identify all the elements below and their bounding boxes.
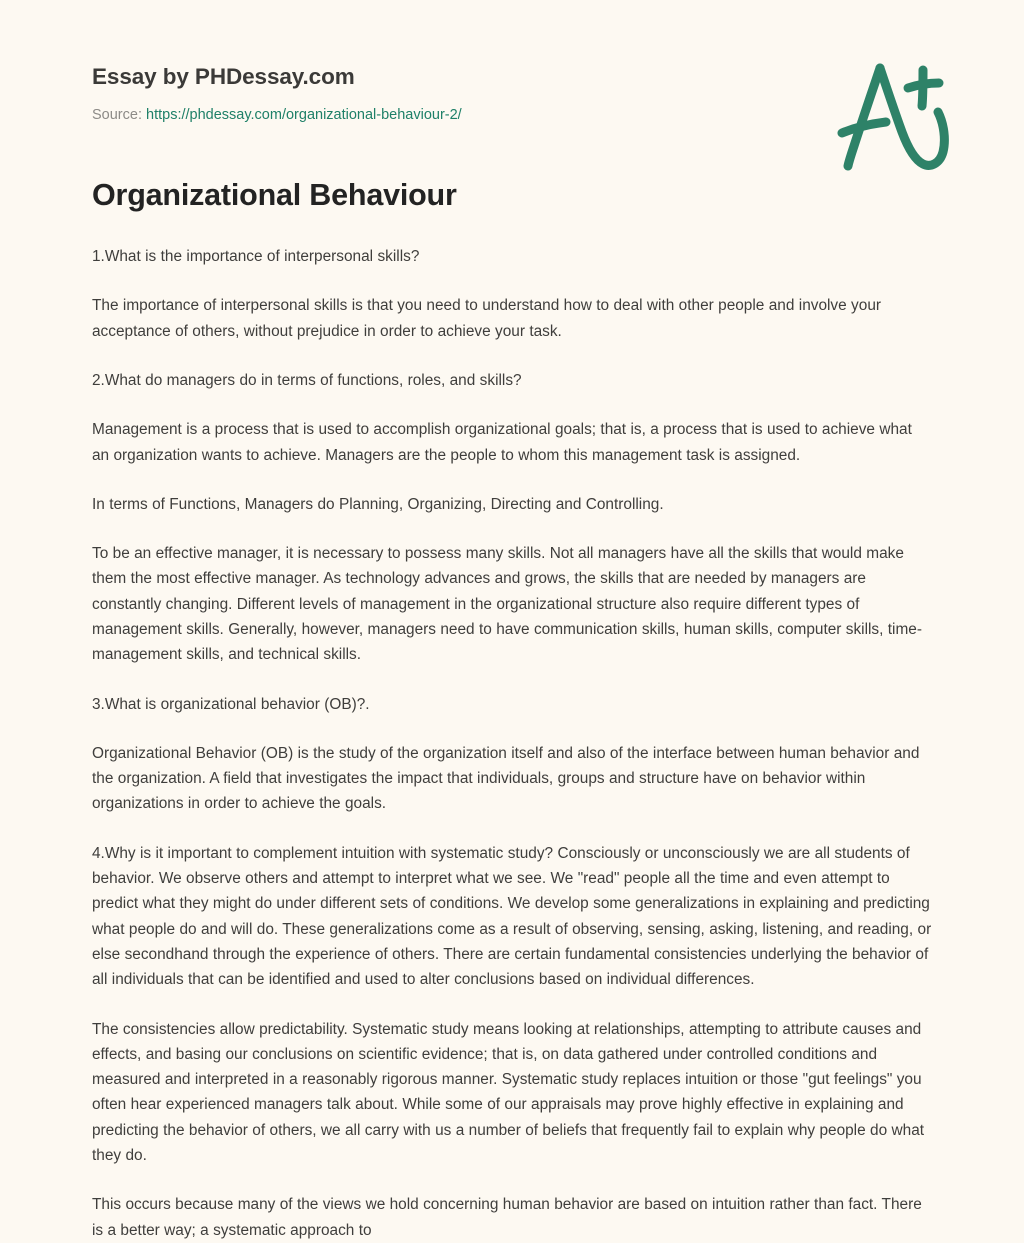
paragraph: To be an effective manager, it is necessary to possess many skills. Not all managers have all the skills that would make them the most effective manager. As technology advances and grows, the skills that are needed by managers are constantly changing. Different levels of management in the organizational structure also require different types of management skills. Generally, however, managers need to have communication skills, human skills, computer skills, time-management skills, and technical skills.	[92, 545, 922, 664]
paragraph: 3.What is organizational behavior (OB)?.	[92, 695, 370, 713]
article-body	[0, 177, 1024, 1243]
paragraph: Organizational Behavior (OB) is the study of the organization itself and also of the interface between human behavior and the organization. A field that investigates the impact that individuals, groups and structure have on behavior within organizations in order to achieve the goals.	[92, 744, 920, 813]
source-label: Source:	[92, 107, 142, 124]
source-url-link[interactable]: https://phdessay.com/organizational-behaviour-2/	[146, 107, 462, 124]
document-header	[0, 0, 1024, 125]
paragraph: 4.Why is it important to complement intuition with systematic study? Consciously or unconsciously we are all students of behavior. We observe others and attempt to interpret what we see. We "read" people all the time and even attempt to predict what they might do under different sets of conditions. We develop some generalizations in explaining and predicting what people do and will do. These generalizations come as a result of observing, sensing, asking, listening, and reading, or else secondhand through the experience of others. There are certain fundamental consistencies underlying the behavior of all individuals that can be identified and used to alter conclusions based on individual differences.	[92, 844, 932, 989]
paragraph: Management is a process that is used to accomplish organizational goals; that is, a process that is used to achieve what an organization wants to achieve. Managers are the people to whom this management task is assigned.	[92, 421, 912, 464]
page-title: Organizational Behaviour	[92, 178, 457, 213]
source-line	[92, 105, 932, 125]
paragraph: The consistencies allow predictability. Systematic study means looking at relationships, attempting to attribute causes and effects, and basing our conclusions on scientific evidence; that is, on data gathered under controlled conditions and measured and interpreted in a reasonably rigorous manner. Systematic study replaces intuition or those "gut feelings" you often hear experienced managers talk about. While some of our appraisals may prove highly effective in explaining and predicting the behavior of others, we all carry with us a number of beliefs that frequently fail to explain why people do what they do.	[92, 1020, 925, 1165]
brand-title: Essay by PHDessay.com	[92, 64, 355, 89]
paragraph: In terms of Functions, Managers do Planning, Organizing, Directing and Controlling.	[92, 495, 664, 513]
paragraph: 1.What is the importance of interpersonal skills?	[92, 248, 420, 266]
paragraph: The importance of interpersonal skills is that you need to understand how to deal with other people and involve your acceptance of others, without prejudice in order to achieve your task.	[92, 297, 882, 340]
paragraph: This occurs because many of the views we hold concerning human behavior are based on intuition rather than fact. There is a better way; a systematic approach to	[92, 1196, 922, 1239]
a-plus-logo[interactable]	[830, 60, 962, 178]
a-plus-logo-icon	[830, 60, 962, 178]
paragraph: 2.What do managers do in terms of functions, roles, and skills?	[92, 371, 522, 389]
